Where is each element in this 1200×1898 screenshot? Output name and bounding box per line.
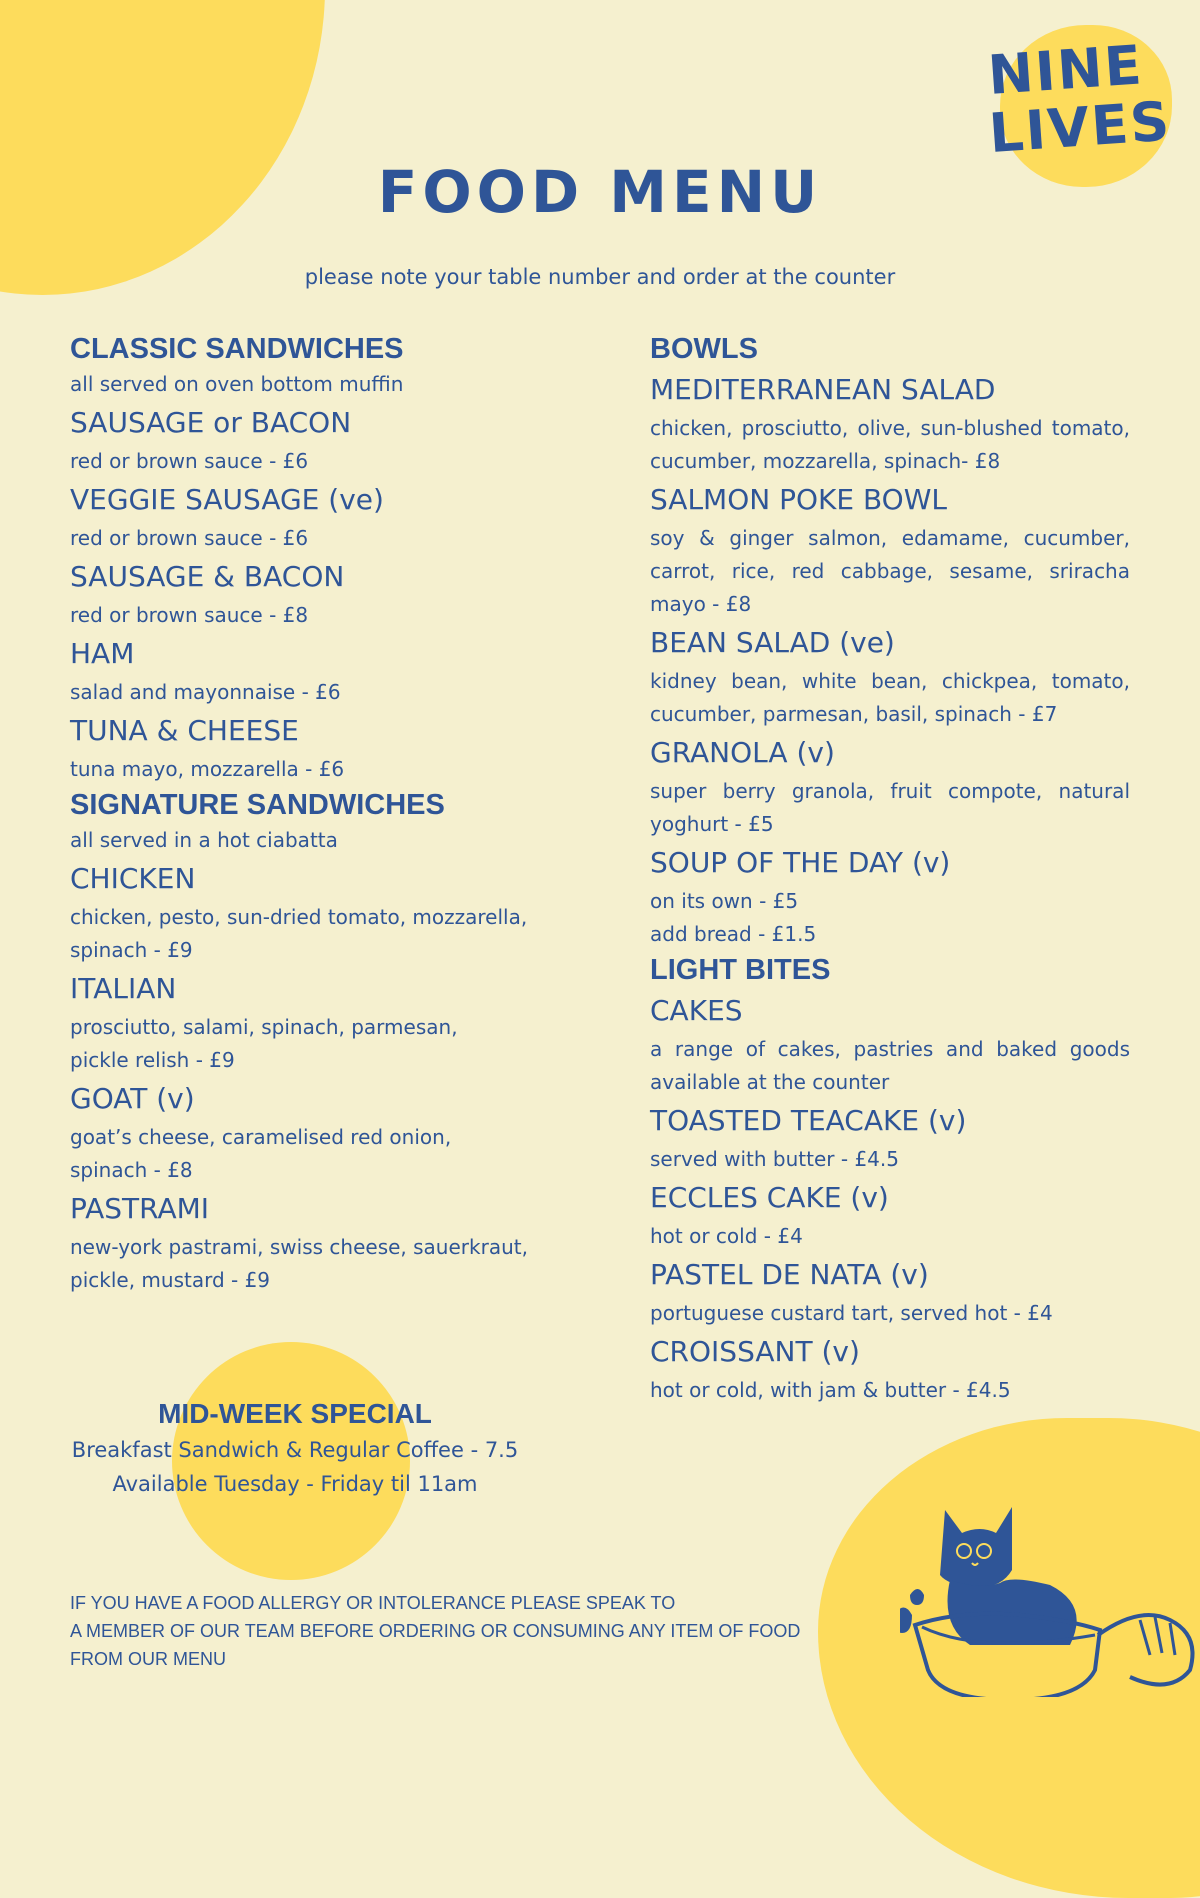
menu-item-desc: red or brown sauce - £8 (70, 603, 309, 627)
menu-item-name: CAKES (650, 994, 743, 1027)
page-subtitle: please note your table number and order at the counter (304, 265, 896, 289)
menu-item-name: CHICKEN (70, 862, 196, 895)
section-note: all served on oven bottom muffin (70, 372, 404, 396)
special-offer: Breakfast Sandwich & Regular Coffee - 7.5 (71, 1438, 519, 1462)
menu-item-desc: prosciutto, salami, spinach, parmesan, pickle relish - £9 (70, 1015, 458, 1072)
nine-lives-logo (985, 33, 1194, 166)
menu-item-desc: hot or cold - £4 (650, 1224, 803, 1248)
section-heading: SIGNATURE SANDWICHES (70, 789, 445, 821)
menu-item-name: SAUSAGE or BACON (70, 406, 352, 439)
menu-item-name: VEGGIE SAUSAGE (ve) (70, 483, 384, 516)
page-title: FOOD MENU (377, 158, 823, 226)
menu-item-desc: new-york pastrami, swiss cheese, sauerkraut, pickle, mustard - £9 (70, 1235, 528, 1292)
menu-item-desc: goat’s cheese, caramelised red onion, spinach - £8 (70, 1125, 452, 1182)
section-note: all served in a hot ciabatta (70, 828, 338, 852)
menu-item-desc: served with butter - £4.5 (650, 1147, 899, 1171)
logo-line-1: NINE (985, 33, 1146, 107)
menu-item-desc: chicken, pesto, sun-dried tomato, mozzarella, spinach - £9 (70, 905, 528, 962)
menu-item-desc: add bread - £1.5 (650, 922, 817, 946)
cat-in-cup-icon (900, 1455, 1200, 1697)
menu-item-desc: soy & ginger salmon, edamame, cucumber, carrot, rice, red cabbage, sesame, sriracha mayo - £8 (650, 526, 1130, 616)
menu-item-desc: on its own - £5 (650, 889, 799, 913)
section-heading: LIGHT BITES (650, 954, 831, 986)
logo-line-2: LIVES (987, 89, 1174, 166)
menu-item-desc: tuna mayo, mozzarella - £6 (70, 757, 345, 781)
menu-item-name: SOUP OF THE DAY (v) (650, 846, 951, 879)
right-menu-column (650, 330, 1130, 1407)
section-heading: CLASSIC SANDWICHES (70, 333, 404, 365)
menu-item-desc: portuguese custard tart, served hot - £4 (650, 1301, 1053, 1325)
menu-item-desc: hot or cold, with jam & butter - £4.5 (650, 1378, 1011, 1402)
menu-item-desc: red or brown sauce - £6 (70, 526, 309, 550)
menu-item-name: ECCLES CAKE (v) (650, 1181, 889, 1214)
allergy-line: IF YOU HAVE A FOOD ALLERGY OR INTOLERANCE PLEASE SPEAK TO (70, 1593, 676, 1613)
menu-item-name: SAUSAGE & BACON (70, 560, 345, 593)
left-menu-column (70, 330, 570, 1297)
menu-item-name: GRANOLA (v) (650, 736, 835, 769)
menu-item-name: HAM (70, 637, 135, 670)
special-heading: MID-WEEK SPECIAL (158, 1398, 432, 1429)
decorative-circle-top-left (0, 0, 325, 295)
menu-item-name: ITALIAN (70, 972, 177, 1005)
menu-item-desc: super berry granola, fruit compote, natural yoghurt - £5 (650, 779, 1130, 836)
menu-item-desc: kidney bean, white bean, chickpea, tomato, cucumber, parmesan, basil, spinach - £7 (650, 669, 1130, 726)
allergy-line: A MEMBER OF OUR TEAM BEFORE ORDERING OR CONSUMING ANY ITEM OF FOOD (70, 1621, 801, 1641)
section-heading: BOWLS (650, 333, 758, 365)
allergy-line: FROM OUR MENU (70, 1649, 226, 1669)
menu-item-name: GOAT (v) (70, 1082, 195, 1115)
menu-item-desc: a range of cakes, pastries and baked goods available at the counter (650, 1037, 1130, 1094)
menu-item-desc: salad and mayonnaise - £6 (70, 680, 341, 704)
menu-item-name: PASTEL DE NATA (v) (650, 1258, 929, 1291)
menu-item-name: SALMON POKE BOWL (650, 483, 948, 516)
menu-item-name: MEDITERRANEAN SALAD (650, 373, 996, 406)
menu-item-name: CROISSANT (v) (650, 1335, 860, 1368)
menu-item-name: PASTRAMI (70, 1192, 210, 1225)
menu-item-name: TOASTED TEACAKE (v) (650, 1104, 967, 1137)
menu-item-desc: red or brown sauce - £6 (70, 449, 309, 473)
special-availability: Available Tuesday - Friday til 11am (112, 1472, 478, 1496)
mid-week-special (60, 1395, 530, 1501)
menu-item-name: TUNA & CHEESE (70, 714, 299, 747)
allergy-notice (70, 1589, 830, 1673)
menu-item-desc: chicken, prosciutto, olive, sun-blushed tomato, cucumber, mozzarella, spinach- £8 (650, 416, 1130, 473)
menu-item-name: BEAN SALAD (ve) (650, 626, 895, 659)
